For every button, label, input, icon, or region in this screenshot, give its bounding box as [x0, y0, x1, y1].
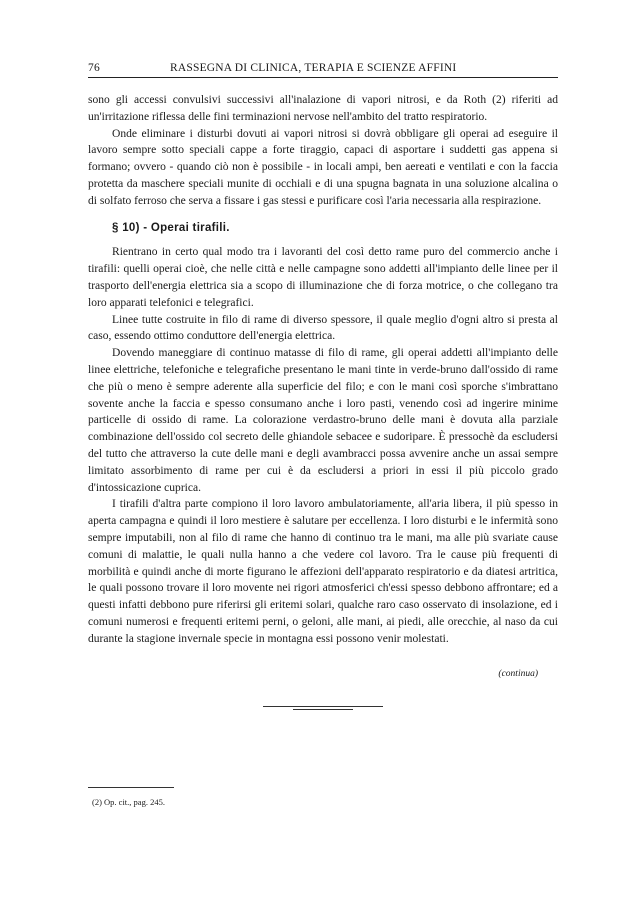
- running-header: [88, 62, 558, 78]
- footnote-rule: [88, 787, 174, 788]
- running-title: RASSEGNA DI CLINICA, TERAPIA E SCIENZE AFFINI: [170, 62, 457, 74]
- paragraph: Linee tutte costruite in filo di rame di diverso spessore, il quale meglio d'ogni altro si presta al caso, essendo ottimo conduttore dell'energia elettrica.: [88, 313, 558, 343]
- paragraph: Dovendo maneggiare di continuo matasse di filo di rame, gli operai addetti all'impianto delle linee elettriche, telefoniche e telegrafiche presentano le mani tinte in verde-bruno dall'ossido di rame che più o meno è sempre aderente alla superficie del filo; e con le mani così sporche s'imbrattano sovente anche la faccia e spesso consumano anche i loro pasti, venendo così ad ingerire minime particelle di ossido di rame. La colorazione verdastro-bruno delle mani è dovuta alla parziale combinazione dell'ossido col secreto delle ghiandole sebacee e sudoripare. È pressochè da escludersi del tutto che attraverso la cute delle mani e degli avambracci possa avvenire anche un assai sempre limitato assorbimento di rame per cui è da escludersi a priori in essi il più piccolo grado d'intossicazione cuprica.: [88, 347, 558, 494]
- page-number: 76: [88, 62, 100, 74]
- paragraph: sono gli accessi convulsivi successivi all'inalazione di vapori nitrosi, e da Roth (2) riferiti ad un'irritazione riflessa delle fini terminazioni nervose nell'ambito del tratto respiratorio.: [88, 94, 558, 123]
- continued-note: (continua): [498, 668, 538, 679]
- section-divider: [263, 706, 383, 710]
- paragraph: I tirafili d'altra parte compiono il loro lavoro ambulatoriamente, all'aria libera, il più spesso in aperta campagna e quindi il loro mestiere è salutare per eccellenza. I loro disturbi e le infermità sono sempre imputabili, non al filo di rame che hanno di continuo tra le mani, ma alle più svariate cause comuni di malattie, le quali nulla hanno a che vedere col lavoro. Tra le cause più frequenti di morbilità e quindi anche di morte figurano le affezioni dell'apparato respiratorio e da diatesi artritica, le quali possono trovare il loro movente nei rigori atmosferici ch'essi spesso debbono affrontare; ed a questi infatti debbono pure riferirsi gli eritemi solari, qualche raro caso osservato di insolazione, ed i comuni numerosi e frequenti eritemi perni, o geloni, alle mani, ai piedi, alle orecchie, al naso da cui durante la stagione invernale specie in montagna essi possono venir molestati.: [88, 498, 558, 645]
- body-text: [88, 92, 558, 712]
- paragraph: Onde eliminare i disturbi dovuti ai vapori nitrosi si dovrà obbligare gli operai ad eseguire il lavoro sempre sotto speciali cappe a forte tiraggio, capaci di asportare i suddetti gas appena si formano; ovvero - quando ciò non è possibile - in locali ampi, ben aereati e ventilati e con la faccia protetta da maschere speciali munite di occhiali e di una spugna bagnata in una soluzione alcalina o di solfato ferroso che serva a fissare i gas stessi e purificare così l'aria necessaria alla respirazione.: [88, 127, 558, 207]
- paragraph: Rientrano in certo qual modo tra i lavoranti del così detto rame puro del commercio anche i tirafili: quelli operai cioè, che nelle città e nelle campagne sono addetti all'impianto delle linee per il trasporto dell'energia elettrica sia a scopo di illuminazione che di forza motrice, o che collegano tra loro apparati telefonici e telegrafici.: [88, 246, 558, 309]
- section-heading: § 10) - Operai tirafili.: [112, 221, 230, 234]
- footnote: (2) Op. cit., pag. 245.: [92, 797, 165, 807]
